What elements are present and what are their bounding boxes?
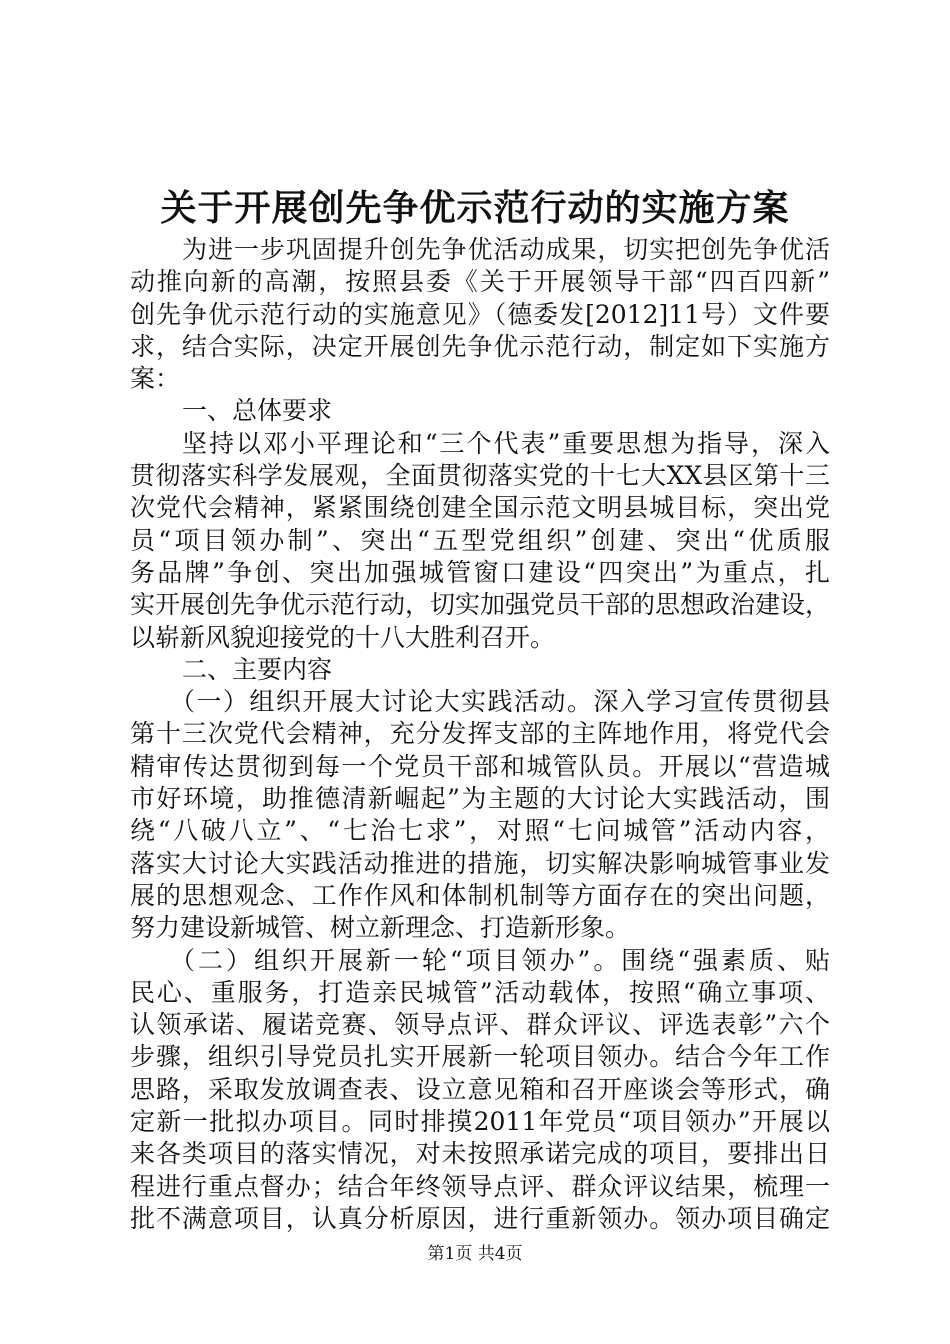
body-line: 民心、重服务，打造亲民城管”活动载体，按照“确立事项、 [130, 977, 830, 1007]
body-line: 努力建设新城管、树立新理念、打造新形象。 [130, 913, 631, 943]
body-line: 动推向新的高潮，按照县委《关于开展领导干部“四百四新” [130, 267, 830, 297]
body-line: 实开展创先争优示范行动，切实加强党员干部的思想政治建设， [130, 590, 831, 620]
body-line: 思路，采取发放调查表、设立意见箱和召开座谈会等形式，确 [130, 1074, 830, 1104]
body-line: 第十三次党代会精神，充分发挥支部的主阵地作用，将党代会 [130, 719, 830, 749]
body-line: 认领承诺、履诺竞赛、领导点评、群众评议、评选表彰”六个 [130, 1010, 830, 1040]
body-line: 创先争优示范行动的实施意见》（德委发[2012]11号）文件要 [130, 299, 830, 329]
body-line: 为进一步巩固提升创先争优活动成果，切实把创先争优活 [182, 235, 830, 264]
body-line: 坚持以邓小平理论和“三个代表”重要思想为指导，深入 [182, 428, 830, 458]
body-line: 案： [130, 364, 181, 394]
body-line: 贯彻落实科学发展观，全面贯彻落实党的十七大XX县区第十三 [130, 461, 830, 491]
body-line: 来各类项目的落实情况，对未按照承诺完成的项目，要排出日 [130, 1139, 830, 1169]
body-line: 展的思想观念、工作作风和体制机制等方面存在的突出问题， [130, 880, 830, 910]
body-line: 定新一批拟办项目。同时排摸2011年党员“项目领办”开展以 [130, 1107, 830, 1137]
body-line: 程进行重点督办；结合年终领导点评、群众评议结果，梳理一 [130, 1171, 830, 1201]
body-line: 员“项目领办制”、突出“五型党组织”创建、突出“优质服 [130, 525, 830, 555]
section-heading: 一、总体要求 [182, 396, 333, 426]
body-line: 以崭新风貌迎接党的十八大胜利召开。 [130, 622, 556, 652]
section-heading: 二、主要内容 [182, 654, 333, 684]
body-line: 批不满意项目，认真分析原因，进行重新领办。领办项目确定 [130, 1203, 830, 1233]
document-body [130, 234, 830, 1235]
body-line: 市好环境，助推德清新崛起”为主题的大讨论大实践活动，围 [130, 784, 830, 814]
body-line: 绕“八破八立”、“七治七求”，对照“七问城管”活动内容， [130, 816, 830, 846]
body-line: 步骤，组织引导党员扎实开展新一轮项目领办。结合今年工作 [130, 1042, 830, 1072]
body-line: 求，结合实际，决定开展创先争优示范行动，制定如下实施方 [130, 331, 830, 361]
body-line: 次党代会精神，紧紧围绕创建全国示范文明县城目标，突出党 [130, 493, 830, 523]
body-line: （一）组织开展大讨论大实践活动。深入学习宣传贯彻县 [170, 687, 830, 717]
page-footer: 第1页 共4页 [427, 1244, 523, 1264]
body-line: 落实大讨论大实践活动推进的措施，切实解决影响城管事业发 [130, 848, 830, 878]
body-line: 务品牌”争创、突出加强城管窗口建设“四突出”为重点，扎 [130, 557, 830, 587]
body-line: 精审传达贯彻到每一个党员干部和城管队员。开展以“营造城 [130, 751, 830, 781]
document-title: 关于开展创先争优示范行动的实施方案 [160, 187, 790, 229]
body-line: （二）组织开展新一轮“项目领办”。围绕“强素质、贴 [170, 945, 830, 975]
